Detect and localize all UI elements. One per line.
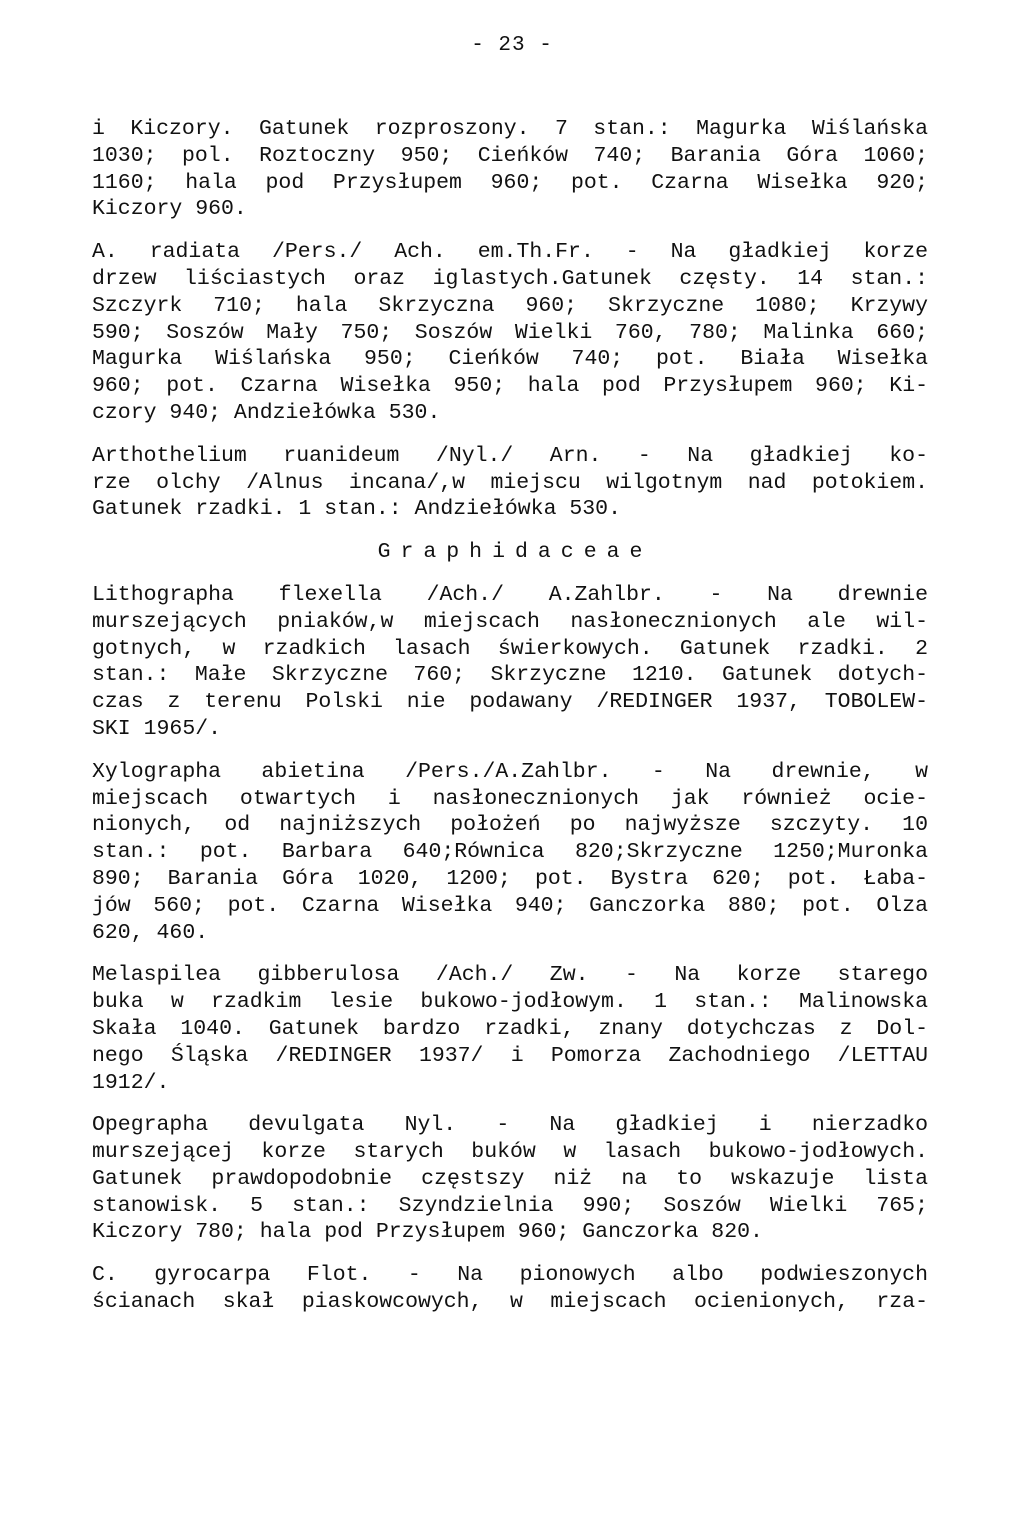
section-heading: Graphidaceae — [377, 540, 653, 565]
text-line: Lithographa flexella /Ach./ A.Zahlbr. - Na drewnie — [92, 582, 928, 607]
paragraph — [92, 443, 928, 523]
text-line: SKI 1965/. — [92, 716, 222, 741]
text-line: stanowisk. 5 stan.: Szyndzielnia 990; Soszów Wielki 765; — [92, 1193, 928, 1218]
text-line: 620, 460. — [92, 920, 209, 945]
text-line: i Kiczory. Gatunek rozproszony. 7 stan.: Magurka Wiślańska — [92, 117, 928, 141]
paragraph — [92, 759, 928, 947]
text-line: czas z terenu Polski nie podawany /REDINGER 1937, TOBOLEW- — [92, 690, 928, 715]
text-line: Arthothelium ruanideum /Nyl./ Arn. - Na gładkiej ko- — [92, 443, 928, 468]
text-line: nego Śląska /REDINGER 1937/ i Pomorza Zachodniego /LETTAU — [92, 1043, 928, 1068]
paragraph — [92, 1262, 928, 1316]
text-body — [92, 116, 928, 1316]
text-line: Gatunek prawdopodobnie częstszy niż na to wskazuje lista — [92, 1166, 928, 1191]
text-line: Magurka Wiślańska 950; Cieńków 740; pot. Biała Wisełka — [92, 347, 928, 372]
paragraph — [92, 1112, 928, 1246]
text-line: drzew liściastych oraz iglastych.Gatunek częsty. 14 stan.: — [92, 266, 928, 291]
text-line: Skała 1040. Gatunek bardzo rzadki, znany dotychczas z Dol- — [92, 1016, 928, 1041]
text-line: czory 940; Andziełówka 530. — [92, 400, 441, 425]
text-line: jów 560; pot. Czarna Wisełka 940; Ganczorka 880; pot. Olza — [92, 893, 928, 918]
paragraph — [92, 582, 928, 743]
text-line: murszejących pniaków,w miejscach nasłonecznionych ale wil- — [92, 609, 928, 634]
text-line: C. gyrocarpa Flot. - Na pionowych albo podwieszonych — [92, 1263, 928, 1288]
text-line: Szczyrk 710; hala Skrzyczna 960; Skrzyczne 1080; Krzywy — [92, 293, 928, 318]
text-line: ścianach skał piaskowcowych, w miejscach ocienionych, rza- — [92, 1290, 928, 1315]
text-line: 1030; pol. Roztoczny 950; Cieńków 740; Barania Góra 1060; — [92, 143, 928, 168]
text-line: miejscach otwartych i nasłonecznionych jak również ocie- — [92, 786, 928, 811]
text-line: Kiczory 960. — [92, 197, 247, 222]
text-line: A. radiata /Pers./ Ach. em.Th.Fr. - Na gładkiej korze — [92, 240, 928, 265]
text-line: gotnych, w rzadkich lasach świerkowych. Gatunek rzadki. 2 — [92, 636, 928, 661]
text-line: Xylographa abietina /Pers./A.Zahlbr. - Na drewnie, w — [92, 759, 928, 784]
paragraph — [92, 116, 928, 223]
text-line: stan.: pot. Barbara 640;Równica 820;Skrzyczne 1250;Muronka — [92, 840, 928, 865]
text-line: 590; Soszów Mały 750; Soszów Wielki 760, 780; Malinka 660; — [92, 320, 928, 345]
text-line: 1912/. — [92, 1070, 170, 1095]
paragraph — [92, 962, 928, 1096]
text-line: rze olchy /Alnus incana/,w miejscu wilgotnym nad potokiem. — [92, 470, 928, 495]
page-number: - 23 - — [471, 34, 553, 57]
text-line: buka w rzadkim lesie bukowo-jodłowym. 1 stan.: Malinowska — [92, 990, 928, 1015]
text-line: stan.: Małe Skrzyczne 760; Skrzyczne 1210. Gatunek dotych- — [92, 663, 928, 688]
text-line: Gatunek rzadki. 1 stan.: Andziełówka 530. — [92, 497, 621, 522]
text-line: 1160; hala pod Przysłupem 960; pot. Czarna Wisełka 920; — [92, 170, 928, 195]
paragraph — [92, 239, 928, 427]
text-line: Kiczory 780; hala pod Przysłupem 960; Ganczorka 820. — [92, 1220, 763, 1245]
text-line: 890; Barania Góra 1020, 1200; pot. Bystra 620; pot. Łaba- — [92, 866, 928, 891]
text-line: murszejącej korze starych buków w lasach bukowo-jodłowych. — [92, 1140, 928, 1165]
text-line: 960; pot. Czarna Wisełka 950; hala pod Przysłupem 960; Ki- — [92, 374, 928, 399]
text-line: nionych, od najniższych położeń po najwyższe szczyty. 10 — [92, 813, 928, 838]
text-line: Melaspilea gibberulosa /Ach./ Zw. - Na korze starego — [92, 963, 928, 988]
text-line: Opegrapha devulgata Nyl. - Na gładkiej i nierzadko — [92, 1113, 928, 1138]
